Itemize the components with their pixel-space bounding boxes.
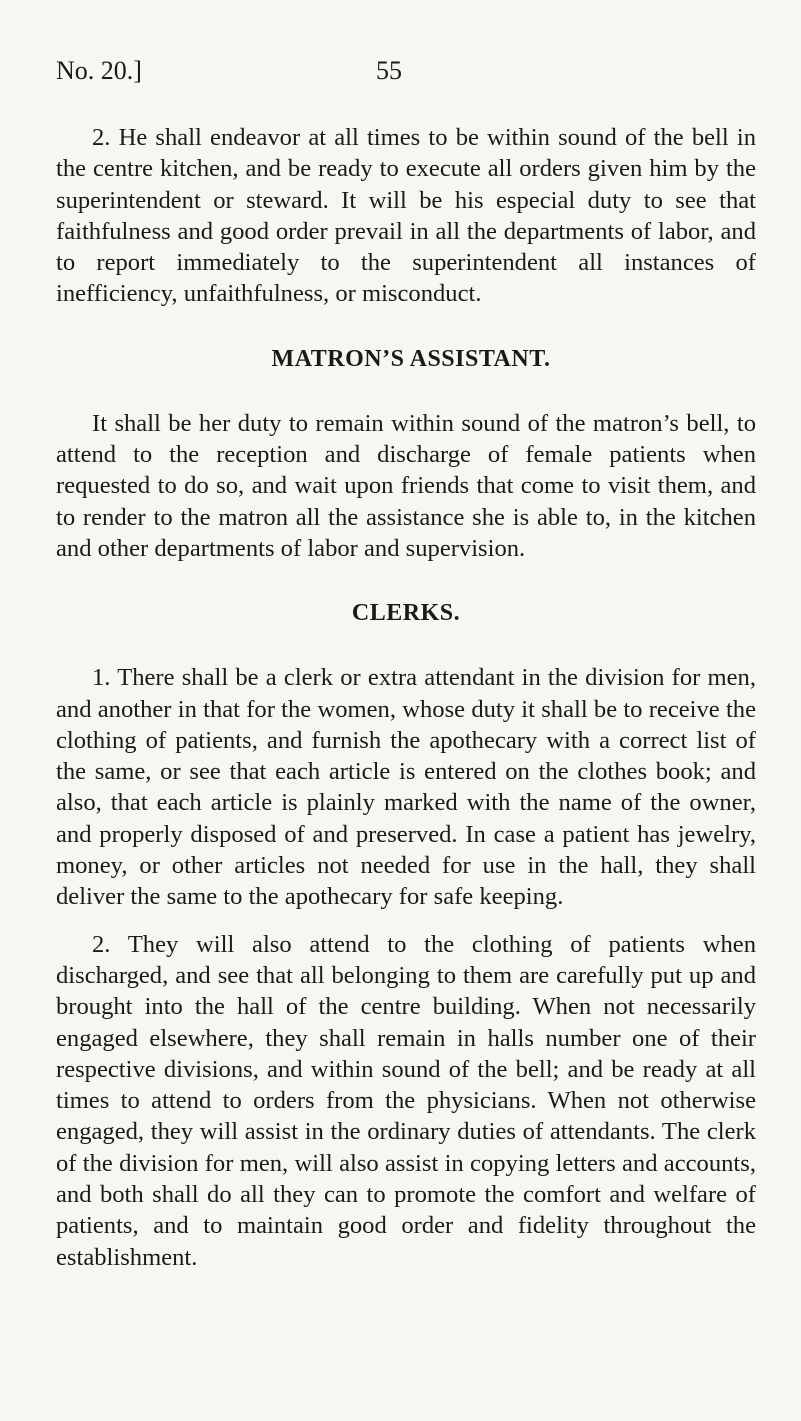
paragraph-matrons-assistant: It shall be her duty to remain within sound of the matron’s bell, to attend to the reception and discharge of female patients when requested to do so, and wait upon friends that come to visit them, and to render to the matron all the assistance she is able to, in the kitchen and other departments of labor and supervision. bbox=[56, 409, 756, 562]
running-title: No. 20.] bbox=[56, 56, 142, 85]
page-number: 55 bbox=[376, 56, 402, 85]
paragraph-clerks-1: 1. There shall be a clerk or extra attendant in the division for men, and another in that for the women, whose duty it shall be to receive the clothing of patients, and furnish the apothecary with a correct list of the same, or see that each article is entered on the clothes book; and also, that each article is plainly marked with the name of the owner, and properly disposed of and preserved. In case a patient has jewelry, money, or other articles not needed for use in the hall, they shall deliver the same to the apothecary for safe keeping. bbox=[56, 664, 756, 911]
paragraph-steward-duty-2: 2. He shall endeavor at all times to be within sound of the bell in the centre kitchen, and be ready to execute all orders given him by the superintendent or steward. It will be his especial duty to see that faithfulness and good order prevail in all the departments of labor, and to report immediately to the superintendent all instances of inefficiency, unfaithfulness, or misconduct. bbox=[56, 124, 756, 308]
running-header bbox=[56, 56, 756, 96]
body-text bbox=[56, 122, 756, 1273]
paragraph-clerks-2: 2. They will also attend to the clothing of patients when discharged, and see that all belonging to them are carefully put up and brought into the hall of the centre building. When not necessarily engaged elsewhere, they shall remain in halls number one of their respective divisions, and within sound of the bell; and be ready at all times to attend to orders from the physicians. When not otherwise engaged, they will assist in the ordinary duties of attendants. The clerk of the division for men, will also assist in copying letters and accounts, and both shall do all they can to promote the comfort and welfare of patients, and to maintain good order and fidelity throughout the establishment. bbox=[56, 930, 756, 1271]
paragraph-gap bbox=[56, 913, 756, 929]
section-heading-matrons-assistant: MATRON’S ASSISTANT. bbox=[271, 345, 551, 372]
section-heading-clerks: CLERKS. bbox=[351, 600, 461, 627]
